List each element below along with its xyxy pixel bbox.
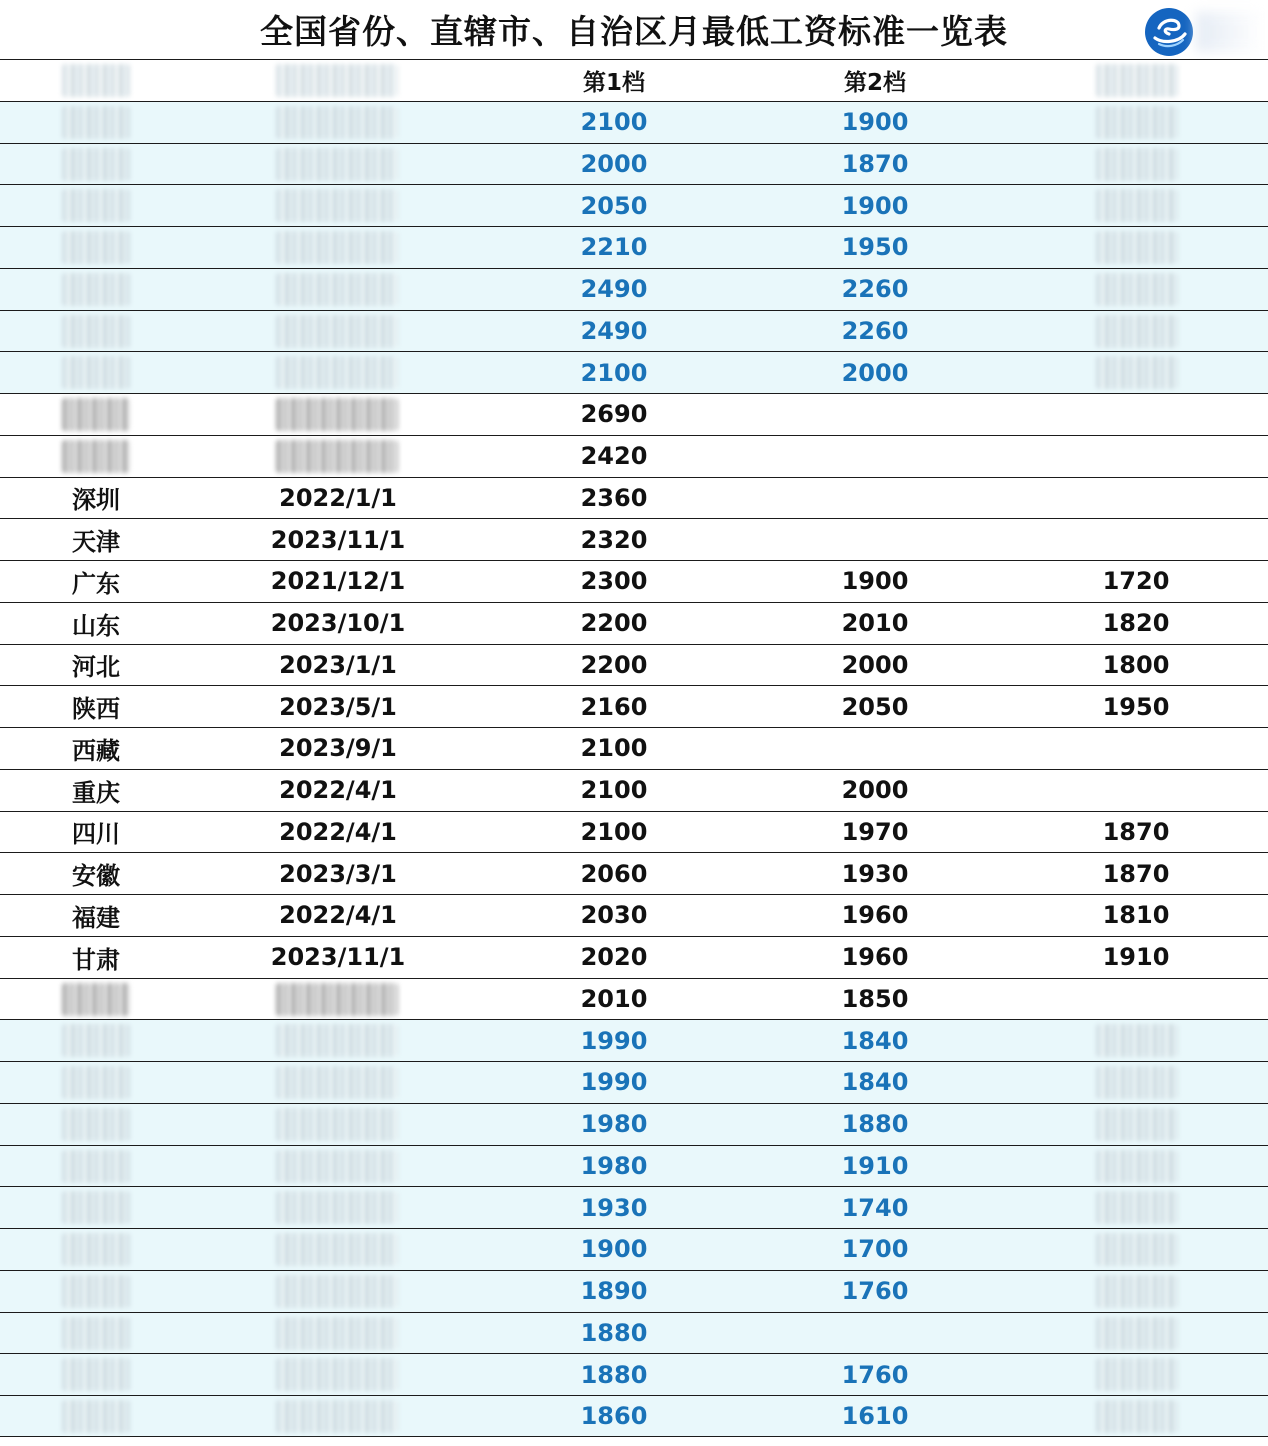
obscured-cell	[62, 1317, 130, 1350]
obscured-cell	[62, 1233, 130, 1266]
tier2-cell: 1900	[841, 567, 909, 596]
tier1-cell: 2420	[580, 442, 648, 471]
obscured-cell	[1096, 189, 1178, 222]
tier3-cell: 1910	[1102, 943, 1170, 972]
obscured-cell	[1096, 106, 1178, 139]
table-row	[0, 978, 1268, 1020]
obscured-cell	[62, 1024, 130, 1057]
tier1-cell: 2320	[580, 525, 648, 554]
date-cell: 2022/4/1	[279, 817, 397, 846]
tier1-cell: 2490	[580, 275, 648, 304]
date-cell: 2023/3/1	[279, 859, 397, 888]
tier1-cell: 1880	[580, 1360, 648, 1389]
table-row	[0, 518, 1268, 560]
province-cell: 河北	[72, 653, 120, 682]
tier3-cell: 1810	[1102, 901, 1170, 930]
wage-table	[0, 59, 1268, 1437]
province-cell: 四川	[72, 820, 120, 849]
table-row	[0, 1395, 1268, 1437]
tier1-cell: 2100	[580, 358, 648, 387]
column-header-tier1: 第1档	[582, 69, 645, 96]
obscured-cell	[62, 356, 130, 389]
obscured-cell	[276, 1024, 398, 1057]
tier1-cell: 1880	[580, 1318, 648, 1347]
obscured-cell	[62, 1150, 130, 1183]
date-cell: 2023/11/1	[270, 525, 406, 554]
tier3-cell: 1820	[1102, 609, 1170, 638]
tier2-cell: 1880	[841, 1110, 909, 1139]
obscured-cell	[1096, 273, 1178, 306]
obscured-cell	[276, 1317, 398, 1350]
tier1-cell: 2200	[580, 650, 648, 679]
obscured-cell	[1096, 1233, 1178, 1266]
tier1-cell: 2210	[580, 233, 648, 262]
tier1-cell: 2020	[580, 943, 648, 972]
table-row	[0, 1061, 1268, 1103]
tier2-cell: 1840	[841, 1026, 909, 1055]
tier2-cell: 1840	[841, 1068, 909, 1097]
tier2-cell	[795, 519, 955, 560]
obscured-cell	[276, 189, 398, 222]
tier2-cell: 1900	[841, 191, 909, 220]
tier3-cell	[1056, 519, 1216, 560]
obscured-cell	[1096, 315, 1178, 348]
obscured-cell	[1096, 148, 1178, 181]
tier1-cell: 1990	[580, 1068, 648, 1097]
tier2-cell: 1870	[841, 149, 909, 178]
tier2-cell: 2000	[841, 650, 909, 679]
tier2-cell	[795, 728, 955, 769]
obscured-cell	[62, 315, 130, 348]
tier3-cell	[1056, 728, 1216, 769]
province-cell: 重庆	[72, 778, 120, 807]
table-row	[0, 477, 1268, 519]
tier3-cell: 1800	[1102, 650, 1170, 679]
tier3-cell	[1056, 478, 1216, 519]
tier3-cell: 1720	[1102, 567, 1170, 596]
tier2-cell	[795, 1313, 955, 1354]
tier3-cell	[1056, 436, 1216, 477]
tier1-cell: 2100	[580, 776, 648, 805]
obscured-cell	[276, 440, 398, 473]
table-row	[0, 811, 1268, 853]
obscured-cell	[276, 1358, 398, 1391]
table-row	[0, 560, 1268, 602]
province-cell: 广东	[72, 569, 120, 598]
obscured-cell	[62, 1108, 130, 1141]
table-row	[0, 644, 1268, 686]
tier2-cell: 1760	[841, 1360, 909, 1389]
tier2-cell: 2260	[841, 316, 909, 345]
obscured-cell	[62, 1066, 130, 1099]
obscured-cell	[276, 1400, 398, 1433]
table-row	[0, 351, 1268, 393]
table-row	[0, 1312, 1268, 1354]
tier3-cell: 1870	[1102, 859, 1170, 888]
tier1-cell: 1930	[580, 1193, 648, 1222]
obscured-cell	[62, 1358, 130, 1391]
page-title: 全国省份、直辖市、自治区月最低工资标准一览表	[260, 12, 1008, 51]
obscured-cell	[276, 1108, 398, 1141]
tier3-cell: 1870	[1102, 817, 1170, 846]
tier2-cell: 1970	[841, 817, 909, 846]
table-row	[0, 1186, 1268, 1228]
tier1-cell: 2300	[580, 567, 648, 596]
obscured-header-cell	[1096, 64, 1178, 97]
obscured-cell	[62, 398, 130, 431]
tier1-cell: 1980	[580, 1151, 648, 1180]
province-cell: 山东	[72, 611, 120, 640]
obscured-cell	[62, 1191, 130, 1224]
tier1-cell: 1900	[580, 1235, 648, 1264]
tier1-cell: 2200	[580, 609, 648, 638]
obscured-cell	[62, 273, 130, 306]
obscured-cell	[62, 1275, 130, 1308]
table-row	[0, 769, 1268, 811]
date-cell: 2022/4/1	[279, 901, 397, 930]
table-row	[0, 226, 1268, 268]
table-row	[0, 310, 1268, 352]
table-row	[0, 602, 1268, 644]
table-row	[0, 393, 1268, 435]
province-cell: 天津	[72, 528, 120, 557]
obscured-cell	[1096, 1275, 1178, 1308]
obscured-cell	[276, 1233, 398, 1266]
tier2-cell: 1950	[841, 233, 909, 262]
title-bar	[0, 0, 1268, 60]
province-cell: 深圳	[72, 486, 120, 515]
obscured-cell	[1096, 1191, 1178, 1224]
obscured-cell	[276, 315, 398, 348]
tier2-cell: 1930	[841, 859, 909, 888]
date-cell: 2021/12/1	[270, 567, 406, 596]
obscured-cell	[62, 148, 130, 181]
tier2-cell: 1900	[841, 108, 909, 137]
tier1-cell: 2160	[580, 692, 648, 721]
date-cell: 2023/10/1	[270, 609, 406, 638]
table-row	[0, 143, 1268, 185]
obscured-cell	[276, 1066, 398, 1099]
table-row	[0, 685, 1268, 727]
tier1-cell: 1860	[580, 1401, 648, 1430]
table-row	[0, 268, 1268, 310]
table-row	[0, 184, 1268, 226]
obscured-cell	[62, 440, 130, 473]
tier3-cell: 1950	[1102, 692, 1170, 721]
province-cell: 西藏	[72, 736, 120, 765]
table-row	[0, 852, 1268, 894]
tier3-cell	[1056, 770, 1216, 811]
obscured-cell	[1096, 1150, 1178, 1183]
table-row	[0, 894, 1268, 936]
tier1-cell: 1990	[580, 1026, 648, 1055]
obscured-cell	[276, 1150, 398, 1183]
table-row	[0, 1103, 1268, 1145]
obscured-cell	[1096, 231, 1178, 264]
obscured-cell	[62, 189, 130, 222]
table-row	[0, 1145, 1268, 1187]
tier1-cell: 2490	[580, 316, 648, 345]
obscured-cell	[276, 148, 398, 181]
obscured-cell	[62, 231, 130, 264]
obscured-cell	[1096, 1066, 1178, 1099]
table-row	[0, 1019, 1268, 1061]
province-cell: 甘肃	[72, 945, 120, 974]
watermark-blur	[1196, 12, 1262, 52]
obscured-cell	[62, 1400, 130, 1433]
obscured-cell	[276, 1275, 398, 1308]
tier2-cell	[795, 436, 955, 477]
table-row	[0, 1270, 1268, 1312]
tier2-cell	[795, 478, 955, 519]
tier3-cell	[1056, 394, 1216, 435]
obscured-cell	[1096, 1400, 1178, 1433]
tier2-cell: 1740	[841, 1193, 909, 1222]
tier1-cell: 2060	[580, 859, 648, 888]
tier2-cell: 2000	[841, 358, 909, 387]
swirl-logo-icon	[1145, 8, 1193, 56]
tier1-cell: 2360	[580, 483, 648, 512]
tier2-cell: 2010	[841, 609, 909, 638]
tier2-cell: 2260	[841, 275, 909, 304]
province-cell: 安徽	[72, 862, 120, 891]
obscured-cell	[276, 356, 398, 389]
table-row	[0, 101, 1268, 143]
column-header-tier2: 第2档	[843, 69, 906, 96]
tier1-cell: 2050	[580, 191, 648, 220]
obscured-header-cell	[276, 64, 398, 97]
tier1-cell: 1980	[580, 1110, 648, 1139]
obscured-cell	[62, 106, 130, 139]
date-cell: 2023/9/1	[279, 734, 397, 763]
obscured-cell	[276, 1191, 398, 1224]
obscured-cell	[276, 398, 398, 431]
province-cell: 陕西	[72, 695, 120, 724]
date-cell: 2023/11/1	[270, 943, 406, 972]
table-row	[0, 936, 1268, 978]
obscured-cell	[1096, 356, 1178, 389]
tier1-cell: 2100	[580, 734, 648, 763]
date-cell: 2022/1/1	[279, 483, 397, 512]
province-cell: 福建	[72, 903, 120, 932]
tier1-cell: 2000	[580, 149, 648, 178]
table-row	[0, 727, 1268, 769]
tier2-cell: 1760	[841, 1277, 909, 1306]
tier1-cell: 2030	[580, 901, 648, 930]
obscured-cell	[1096, 1024, 1178, 1057]
table-row	[0, 1228, 1268, 1270]
obscured-cell	[62, 983, 130, 1016]
obscured-cell	[276, 231, 398, 264]
tier2-cell: 2050	[841, 692, 909, 721]
tier1-cell: 2010	[580, 984, 648, 1013]
tier2-cell: 1960	[841, 901, 909, 930]
tier2-cell	[795, 394, 955, 435]
tier2-cell: 1960	[841, 943, 909, 972]
tier2-cell: 2000	[841, 776, 909, 805]
tier1-cell: 2100	[580, 108, 648, 137]
tier2-cell: 1610	[841, 1401, 909, 1430]
tier2-cell: 1700	[841, 1235, 909, 1264]
tier2-cell: 1850	[841, 984, 909, 1013]
obscured-cell	[1096, 1358, 1178, 1391]
tier1-cell: 1890	[580, 1277, 648, 1306]
obscured-cell	[276, 106, 398, 139]
obscured-header-cell	[62, 64, 130, 97]
date-cell: 2023/5/1	[279, 692, 397, 721]
tier2-cell: 1910	[841, 1151, 909, 1180]
obscured-cell	[276, 273, 398, 306]
table-row	[0, 1353, 1268, 1395]
obscured-cell	[276, 983, 398, 1016]
obscured-cell	[1096, 1317, 1178, 1350]
tier1-cell: 2690	[580, 400, 648, 429]
table-header-row	[0, 59, 1268, 101]
tier3-cell	[1056, 979, 1216, 1020]
date-cell: 2023/1/1	[279, 650, 397, 679]
tier1-cell: 2100	[580, 817, 648, 846]
date-cell: 2022/4/1	[279, 776, 397, 805]
table-row	[0, 435, 1268, 477]
obscured-cell	[1096, 1108, 1178, 1141]
